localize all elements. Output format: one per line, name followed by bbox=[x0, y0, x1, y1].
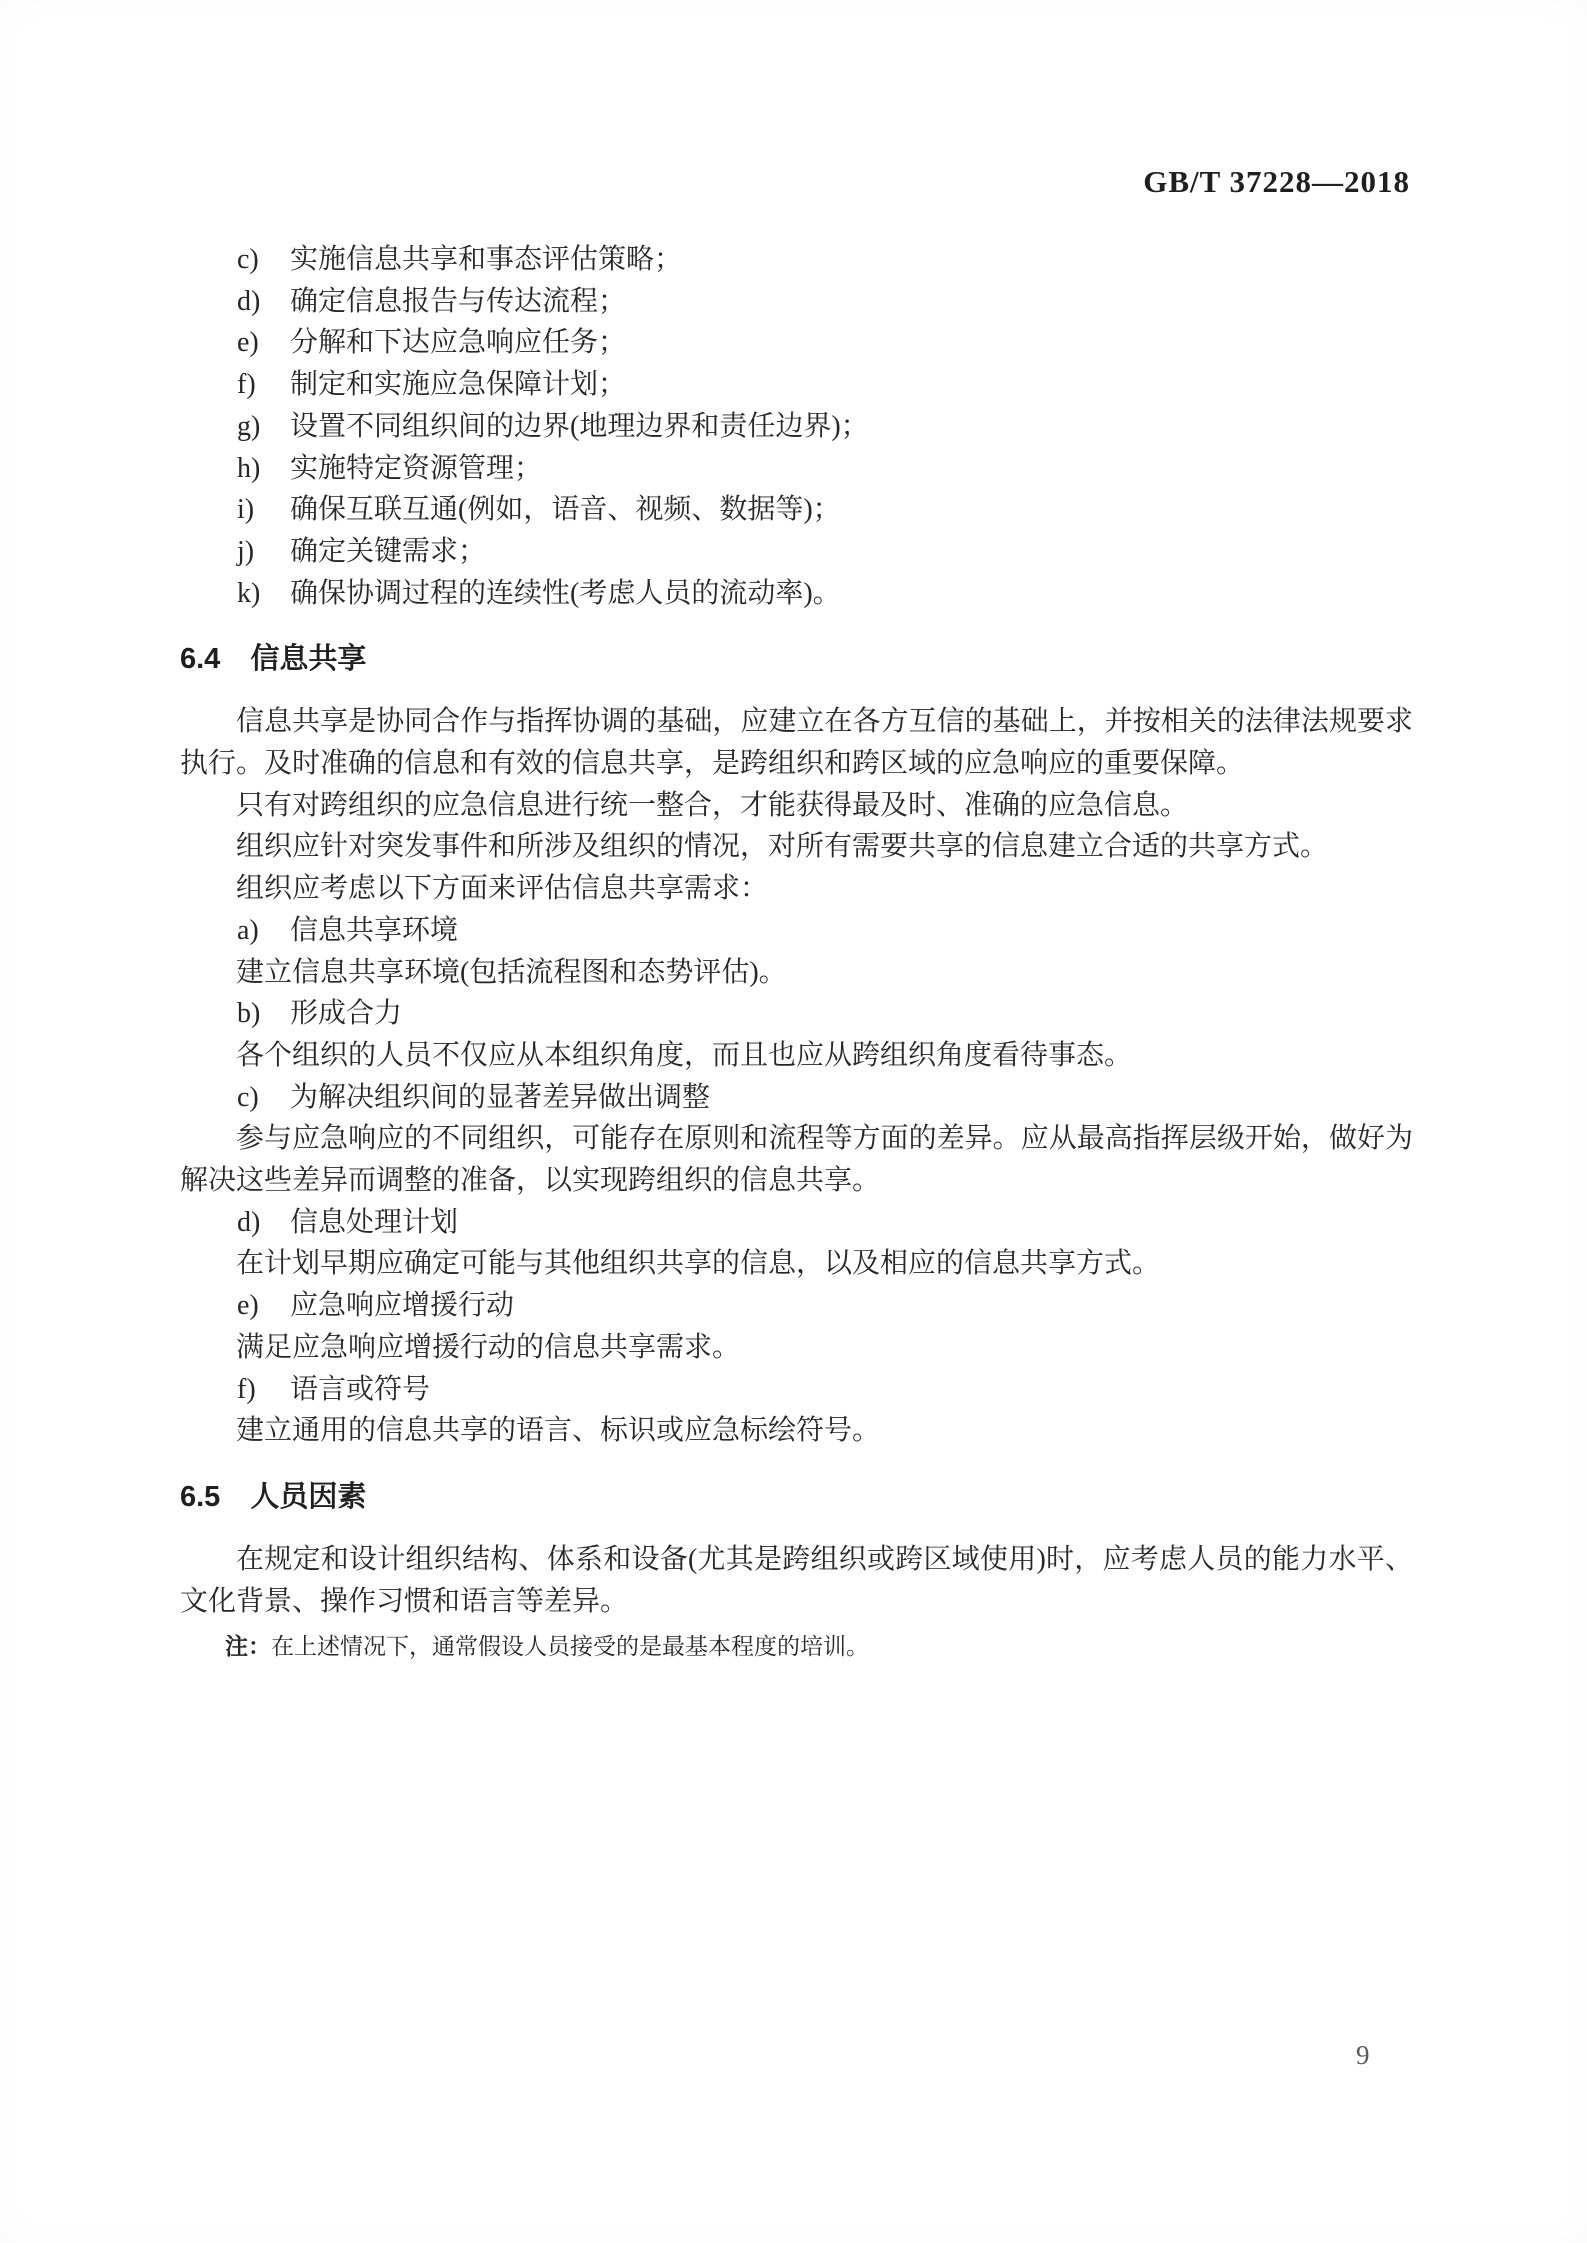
sub-item-letter: d) bbox=[237, 1206, 261, 1238]
section-number: 6.4 bbox=[180, 643, 221, 676]
list-item-letter: f) bbox=[237, 369, 256, 401]
list-item bbox=[180, 489, 1413, 531]
section-title: 人员因素 bbox=[250, 1480, 367, 1513]
sub-item bbox=[180, 1077, 1413, 1119]
page-content bbox=[180, 239, 1413, 1666]
list-item-letter: d) bbox=[237, 285, 261, 317]
sub-item bbox=[180, 1285, 1413, 1327]
sub-item-letter: f) bbox=[237, 1373, 256, 1405]
sub-item bbox=[180, 910, 1413, 952]
sub-item-desc: 参与应急响应的不同组织，可能存在原则和流程等方面的差异。应从最高指挥层级开始，做好为解决这些差异而调整的准备，以实现跨组织的信息共享。 bbox=[180, 1123, 1413, 1197]
list-item-text: 分解和下达应急响应任务； bbox=[290, 327, 627, 359]
list-item-letter: j) bbox=[237, 535, 255, 567]
note bbox=[180, 1627, 1413, 1666]
list-item bbox=[180, 448, 1413, 490]
list-item-text: 确保互联互通(例如，语音、视频、数据等)； bbox=[290, 494, 841, 526]
list-item bbox=[180, 573, 1413, 615]
sub-item-letter: c) bbox=[237, 1081, 259, 1113]
sub-item-title: 语言或符号 bbox=[290, 1373, 431, 1405]
list-item-letter: h) bbox=[237, 452, 261, 484]
list-item-letter: c) bbox=[237, 244, 259, 275]
lettered-list-top bbox=[180, 239, 1413, 614]
sub-item-title: 信息共享环境 bbox=[290, 914, 459, 946]
list-item bbox=[180, 406, 1413, 448]
page-number: 9 bbox=[1356, 2040, 1370, 2070]
section-heading-6-5 bbox=[180, 1476, 1413, 1518]
note-label: 注： bbox=[225, 1633, 271, 1660]
paragraph: 信息共享是协同合作与指挥协调的基础，应建立在各方互信的基础上，并按相关的法律法规要求执行。及时准确的信息和有效的信息共享，是跨组织和跨区域的应急响应的重要保障。 bbox=[180, 706, 1413, 780]
list-item-text: 确保协调过程的连续性(考虑人员的流动率)。 bbox=[290, 577, 841, 609]
section-title: 信息共享 bbox=[250, 643, 367, 676]
list-item bbox=[180, 239, 1413, 281]
list-item-text: 确定关键需求； bbox=[290, 535, 487, 567]
sub-item-desc: 在计划早期应确定可能与其他组织共享的信息，以及相应的信息共享方式。 bbox=[236, 1248, 1161, 1280]
list-item-text: 实施信息共享和事态评估策略； bbox=[290, 244, 683, 275]
sub-item-letter: a) bbox=[237, 914, 259, 946]
sub-item-desc: 满足应急响应增援行动的信息共享需求。 bbox=[236, 1331, 741, 1363]
sub-item-desc: 建立信息共享环境(包括流程图和态势评估)。 bbox=[236, 956, 787, 988]
section-number: 6.5 bbox=[180, 1480, 221, 1513]
list-item-text: 设置不同组织间的边界(地理边界和责任边界)； bbox=[290, 410, 869, 442]
list-item-letter: k) bbox=[237, 577, 261, 609]
list-item-text: 制定和实施应急保障计划； bbox=[290, 369, 627, 401]
sub-item-desc: 建立通用的信息共享的语言、标识或应急标绘符号。 bbox=[236, 1415, 881, 1447]
sub-item bbox=[180, 993, 1413, 1035]
sub-item bbox=[180, 1202, 1413, 1244]
sub-item-title: 应急响应增援行动 bbox=[290, 1290, 515, 1322]
paragraph: 在规定和设计组织结构、体系和设备(尤其是跨组织或跨区域使用)时，应考虑人员的能力水平、文化背景、操作习惯和语言等差异。 bbox=[180, 1543, 1413, 1617]
sub-item bbox=[180, 1369, 1413, 1411]
sub-item-title: 形成合力 bbox=[290, 998, 403, 1030]
standard-number: GB/T 37228—2018 bbox=[1143, 164, 1410, 199]
sub-item-letter: e) bbox=[237, 1290, 259, 1322]
sub-item-title: 信息处理计划 bbox=[290, 1206, 459, 1238]
note-text: 在上述情况下，通常假设人员接受的是最基本程度的培训。 bbox=[271, 1634, 869, 1660]
paragraph: 组织应考虑以下方面来评估信息共享需求： bbox=[236, 873, 769, 905]
sub-item-title: 为解决组织间的显著差异做出调整 bbox=[290, 1081, 711, 1113]
list-item-letter: i) bbox=[237, 494, 255, 526]
list-item-text: 实施特定资源管理； bbox=[290, 452, 543, 484]
list-item-text: 确定信息报告与传达流程； bbox=[290, 285, 627, 317]
list-item-letter: g) bbox=[237, 410, 261, 442]
list-item bbox=[180, 531, 1413, 573]
section-heading-6-4 bbox=[180, 638, 1413, 680]
list-item bbox=[180, 281, 1413, 323]
sub-item-letter: b) bbox=[237, 998, 261, 1030]
list-item bbox=[180, 322, 1413, 364]
list-item-letter: e) bbox=[237, 327, 259, 359]
paragraph: 组织应针对突发事件和所涉及组织的情况，对所有需要共享的信息建立合适的共享方式。 bbox=[236, 831, 1329, 863]
sub-item-desc: 各个组织的人员不仅应从本组织角度，而且也应从跨组织角度看待事态。 bbox=[236, 1039, 1133, 1071]
paragraph: 只有对跨组织的应急信息进行统一整合，才能获得最及时、准确的应急信息。 bbox=[236, 789, 1189, 821]
list-item bbox=[180, 364, 1413, 406]
